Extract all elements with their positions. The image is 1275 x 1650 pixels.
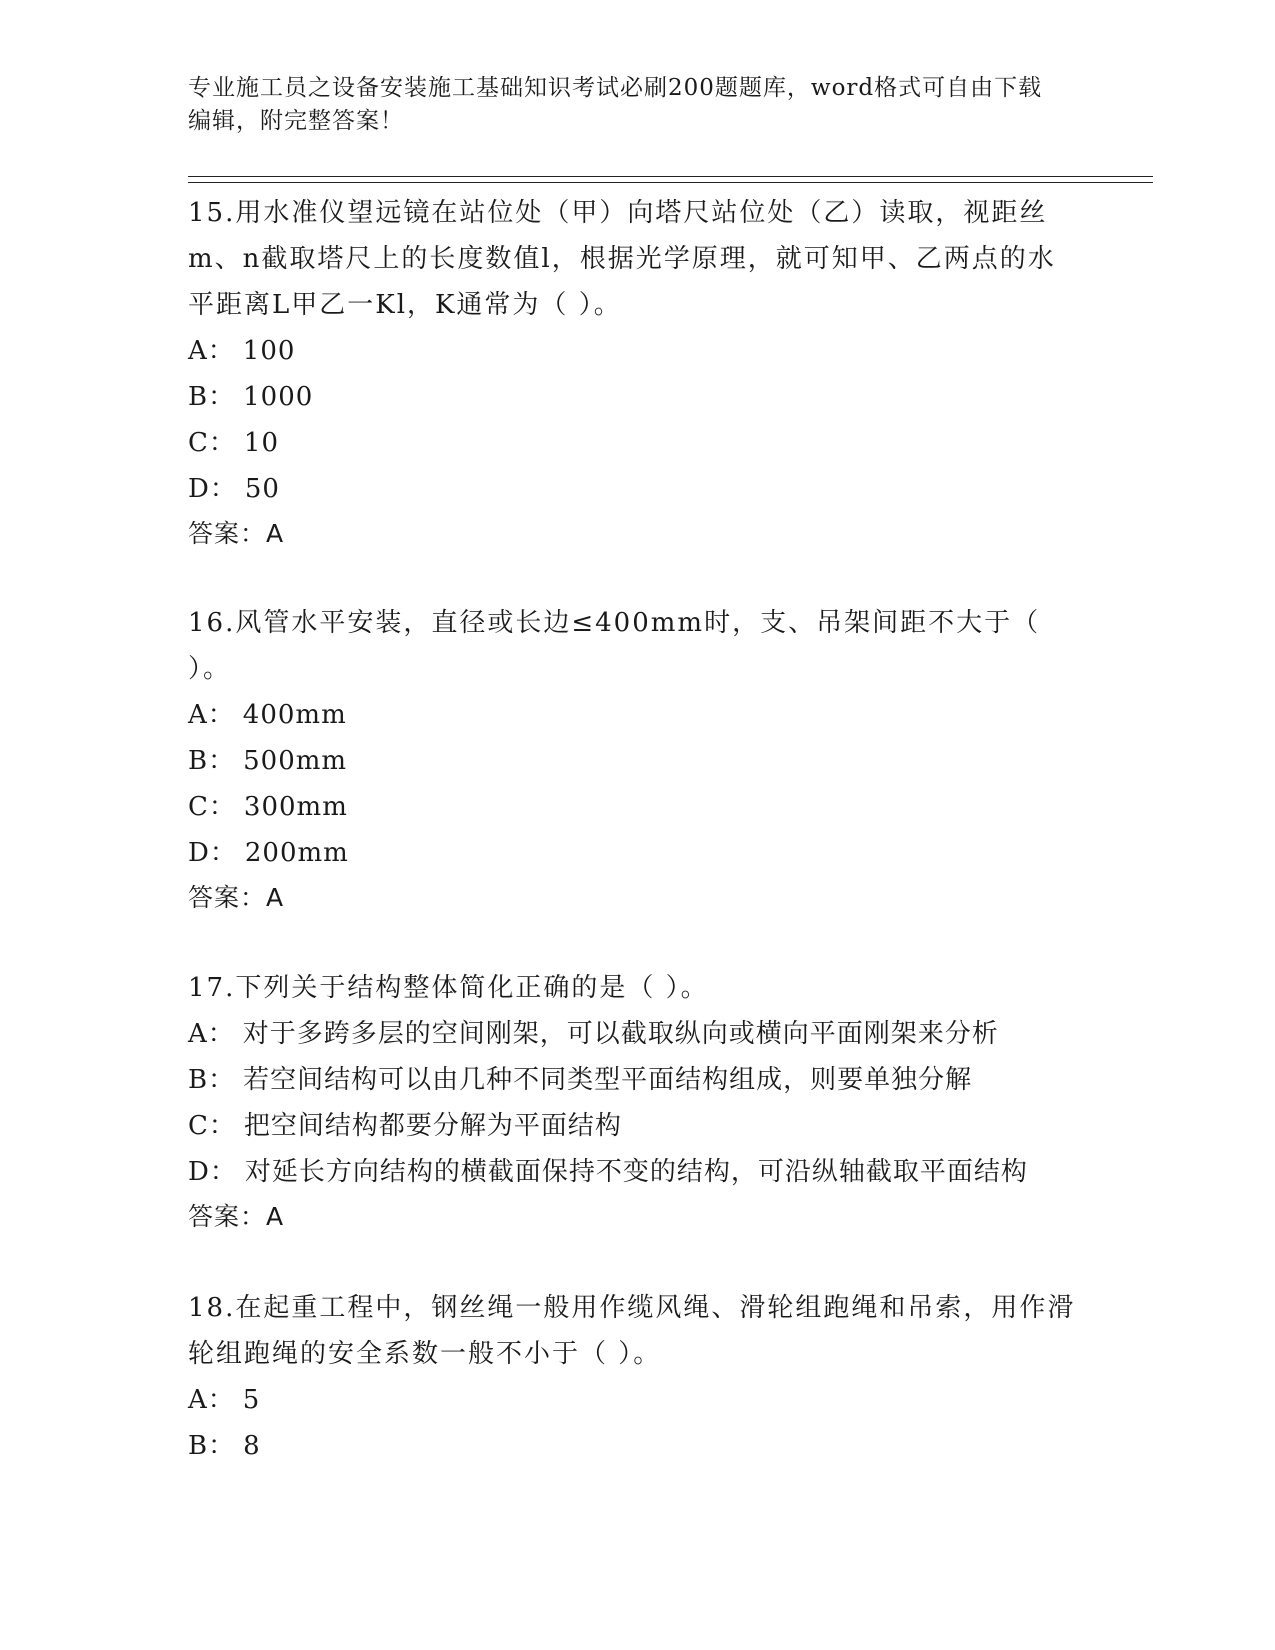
option-text: 8 (243, 1431, 261, 1461)
option-a (188, 1011, 1083, 1057)
option-text: 200mm (244, 838, 349, 868)
option-text: 对延长方向结构的横截面保持不变的结构，可沿纵轴截取平面结构 (244, 1157, 1028, 1187)
option-text: 把空间结构都要分解为平面结构 (243, 1111, 622, 1141)
question-18 (188, 1285, 1083, 1469)
option-b (188, 738, 1083, 784)
option-separator: ： (209, 838, 237, 868)
option-separator: ： (208, 1111, 236, 1141)
option-d (188, 830, 1083, 876)
option-separator: ： (207, 700, 235, 730)
option-text: 50 (244, 474, 280, 504)
option-separator: ： (209, 1157, 237, 1187)
option-letter: C (188, 1111, 209, 1141)
option-letter: D (188, 838, 210, 868)
option-b (188, 374, 1083, 420)
option-separator: ： (207, 336, 235, 366)
option-separator: ： (208, 746, 236, 776)
header-title-line-2: 编辑，附完整答案！ (188, 108, 404, 134)
option-letter: A (188, 1385, 208, 1415)
option-c (188, 1103, 1083, 1149)
option-text: 10 (243, 428, 280, 458)
answer-line: 答案：A (188, 519, 285, 548)
option-letter: C (188, 792, 209, 822)
question-16 (188, 600, 1083, 920)
header-divider-top (188, 176, 1153, 177)
question-stem: 16.风管水平安装，直径或长边≤400mm时，支、吊架间距不大于（ ）。 (188, 608, 1041, 684)
option-a (188, 328, 1083, 374)
header-title-line-1: 专业施工员之设备安装施工基础知识考试必刷200题题库，word格式可自由下载 (188, 75, 1043, 101)
option-text: 若空间结构可以由几种不同类型平面结构组成，则要单独分解 (243, 1065, 973, 1095)
option-letter: A (188, 336, 208, 366)
option-text: 5 (242, 1385, 261, 1415)
option-a (188, 1377, 1083, 1423)
question-17 (188, 965, 1083, 1239)
option-b (188, 1423, 1083, 1469)
option-letter: A (188, 1019, 208, 1049)
question-stem: 18.在起重工程中，钢丝绳一般用作缆风绳、滑轮组跑绳和吊索，用作滑轮组跑绳的安全系数一般不小于（ ）。 (188, 1293, 1076, 1369)
option-b (188, 1057, 1083, 1103)
option-separator: ： (208, 1431, 236, 1461)
option-letter: B (188, 382, 209, 412)
option-letter: B (188, 746, 209, 776)
option-separator: ： (208, 1065, 236, 1095)
question-stem: 17.下列关于结构整体简化正确的是（ ）。 (188, 973, 709, 1003)
header-divider-bottom (188, 182, 1153, 183)
option-letter: D (188, 474, 210, 504)
option-c (188, 784, 1083, 830)
option-d (188, 1149, 1083, 1195)
option-letter: D (188, 1157, 210, 1187)
option-separator: ： (208, 382, 236, 412)
option-separator: ： (209, 474, 237, 504)
document-header (188, 72, 1068, 138)
option-letter: B (188, 1065, 209, 1095)
option-text: 300mm (243, 792, 348, 822)
question-stem: 15.用水准仪望远镜在站位处（甲）向塔尺站位处（乙）读取，视距丝m、n截取塔尺上的长度数值l，根据光学原理，就可知甲、乙两点的水平距离L甲乙一Kl，K通常为（ ）。 (188, 198, 1056, 320)
answer-line: 答案：A (188, 883, 285, 912)
option-text: 100 (242, 336, 296, 366)
option-separator: ： (208, 428, 236, 458)
option-separator: ： (208, 792, 236, 822)
option-letter: C (188, 428, 209, 458)
option-letter: B (188, 1431, 209, 1461)
option-a (188, 692, 1083, 738)
option-text: 1000 (243, 382, 314, 412)
option-separator: ： (207, 1019, 235, 1049)
option-separator: ： (207, 1385, 235, 1415)
option-text: 500mm (243, 746, 348, 776)
option-c (188, 420, 1083, 466)
option-text: 400mm (242, 700, 347, 730)
answer-line: 答案：A (188, 1202, 285, 1231)
option-d (188, 466, 1083, 512)
option-text: 对于多跨多层的空间刚架，可以截取纵向或横向平面刚架来分析 (242, 1019, 999, 1049)
option-letter: A (188, 700, 208, 730)
question-15 (188, 190, 1083, 556)
